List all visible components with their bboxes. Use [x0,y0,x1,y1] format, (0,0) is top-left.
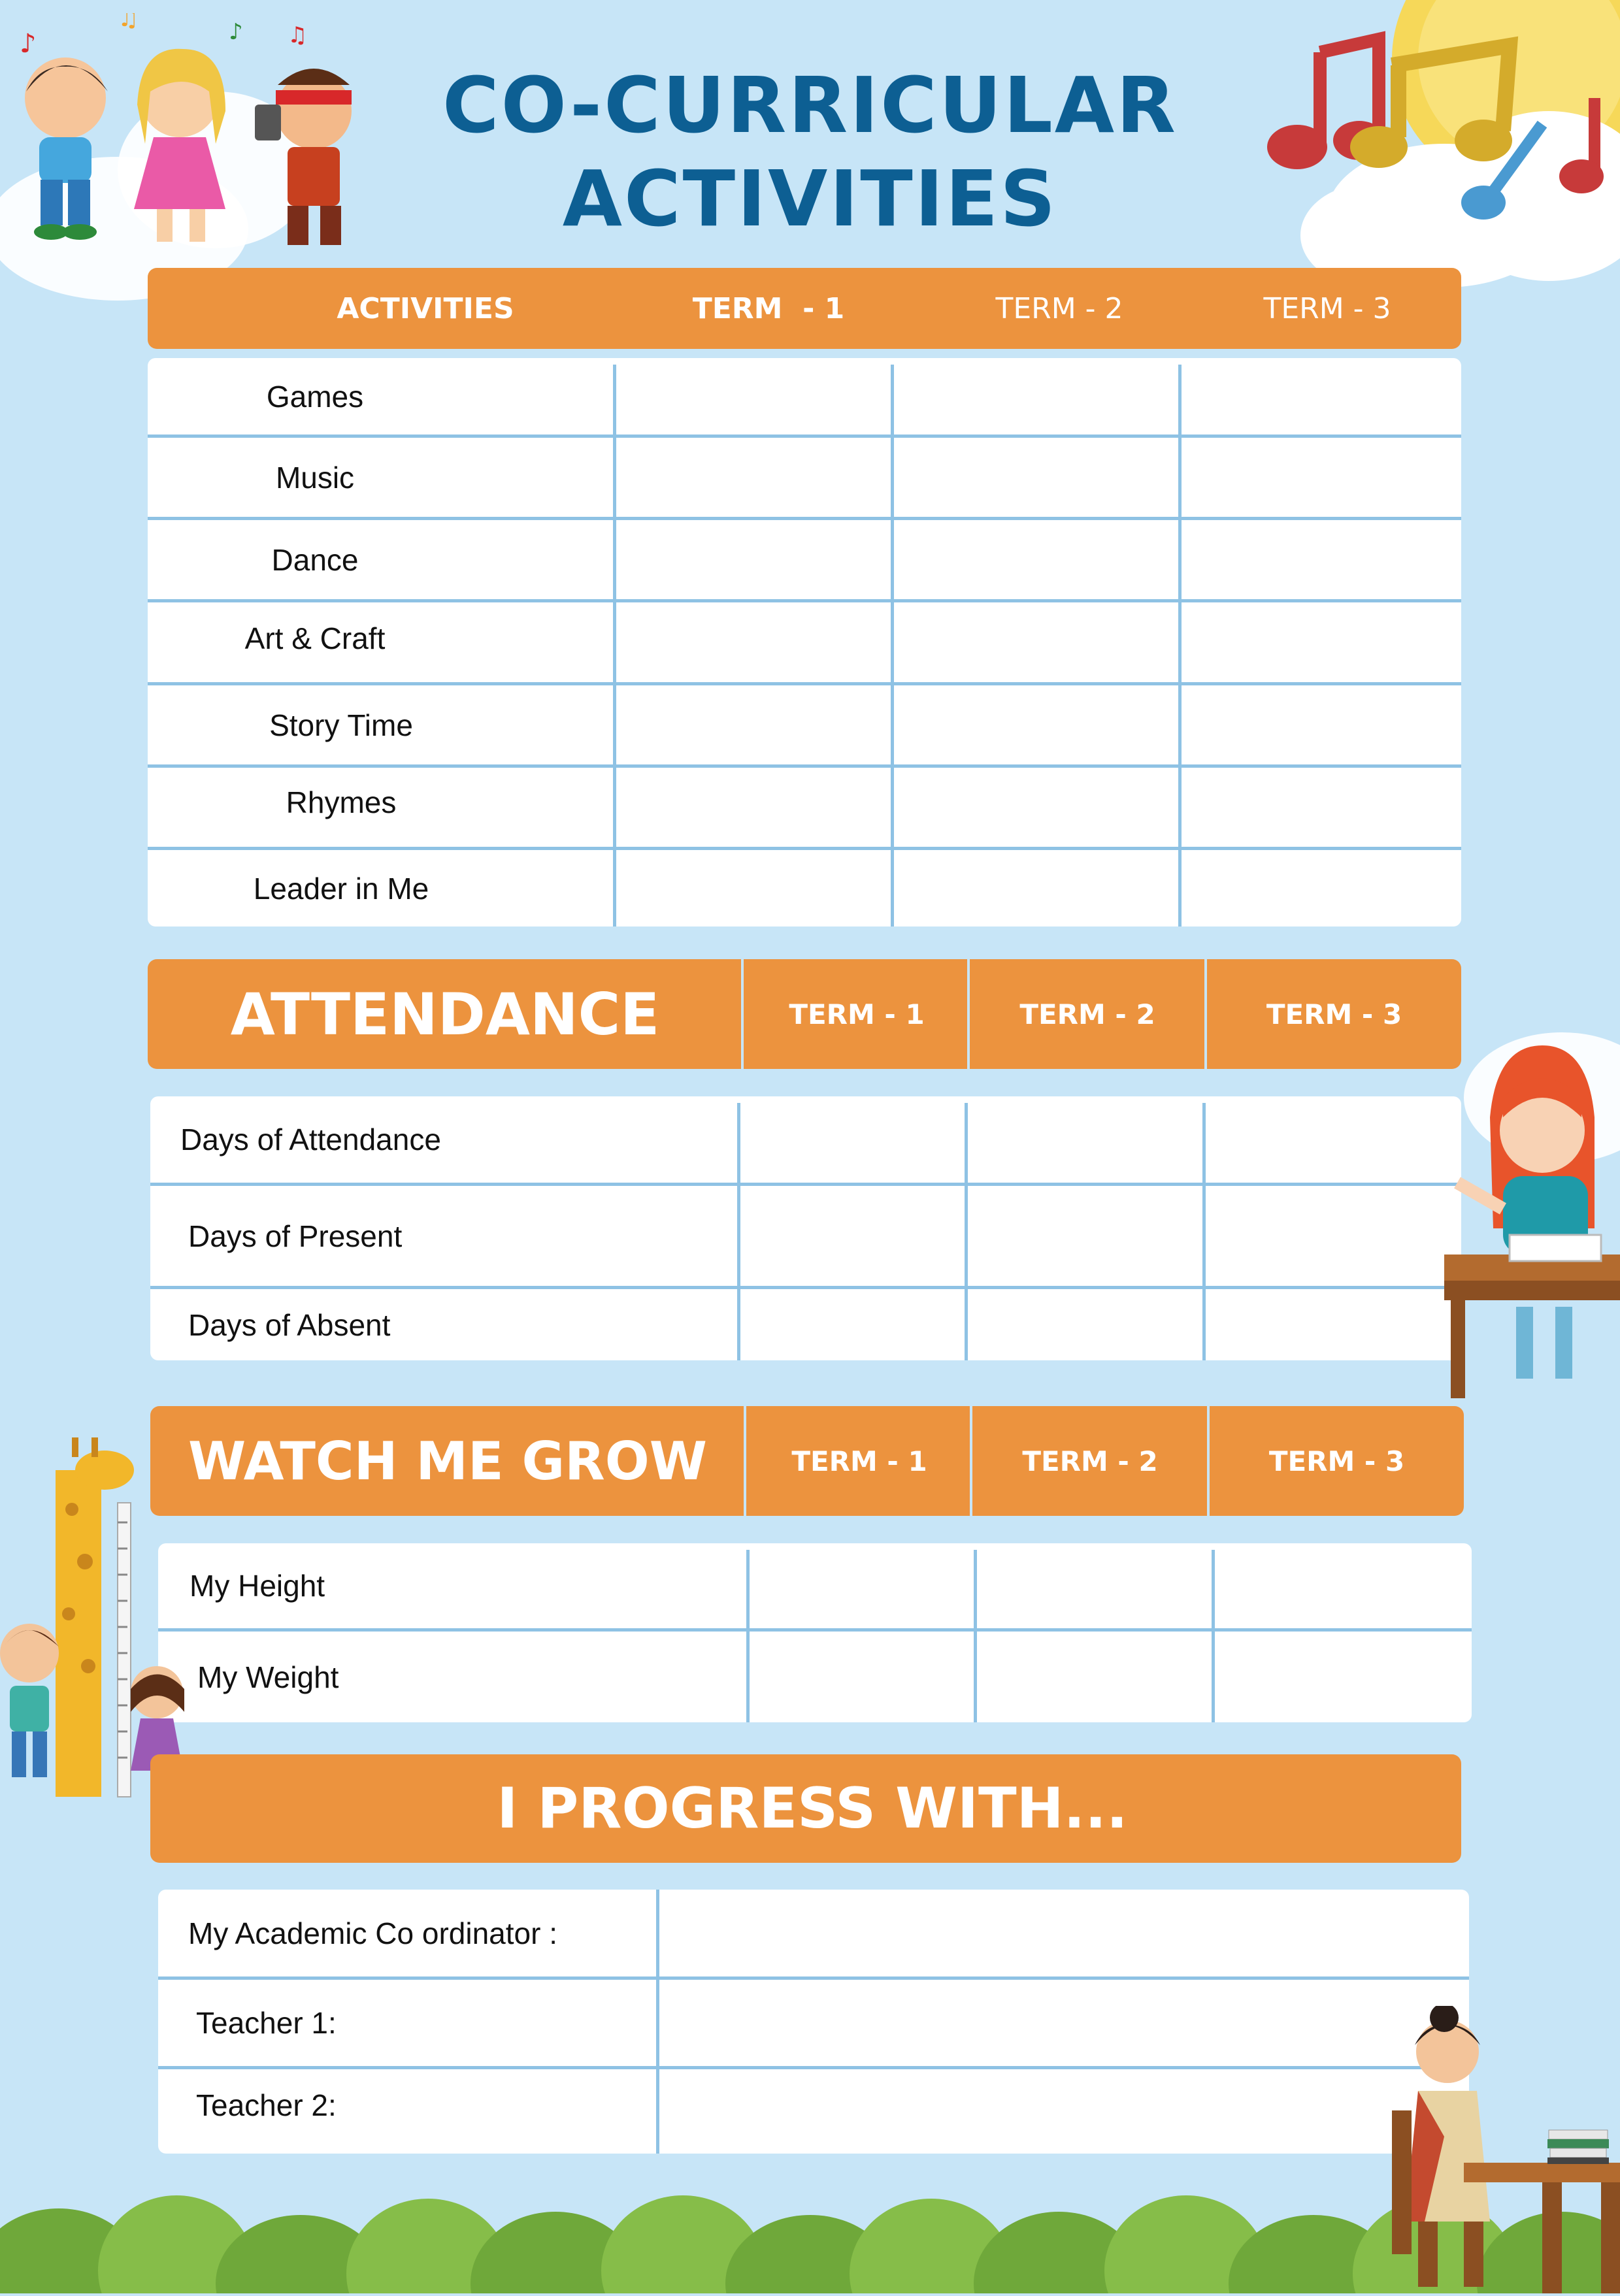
table-row-teacher2 [158,2069,1469,2141]
row-label: Games [266,379,364,414]
svg-text:♪: ♪ [20,29,37,59]
row-label: Teacher 1: [196,2006,337,2040]
table-row-rhymes [148,768,1461,836]
growth-title: WATCH ME GROW [188,1430,708,1492]
activities-col-header: ACTIVITIES [337,291,514,325]
activities-table [148,358,1461,927]
progress-table [158,1890,1469,2154]
row-label: Leader in Me [253,871,429,906]
svg-text:♪: ♪ [229,19,243,45]
growth-header [150,1406,1464,1516]
table-row-coordinator [158,1890,1469,1976]
row-label: Story Time [269,708,413,742]
table-row-games [148,358,1461,435]
row-label: Days of Attendance [180,1123,441,1156]
table-row-days-attendance [150,1096,1461,1183]
page-title-line2: ACTIVITIES [562,154,1058,244]
table-row-weight [158,1632,1472,1722]
term1-col-header: TERM - 1 [692,291,845,325]
row-label: My Height [190,1569,325,1603]
attendance-term1: TERM - 1 [789,998,925,1030]
term2-col-header: TERM - 2 [995,291,1123,325]
svg-text:♫: ♫ [118,13,139,32]
attendance-term3: TERM - 3 [1266,998,1402,1030]
row-label: Teacher 2: [196,2088,337,2122]
progress-header [150,1754,1461,1863]
teacher-at-desk-illustration [1379,2006,1620,2293]
row-label: Art & Craft [244,621,386,655]
table-row-dance [148,520,1461,599]
table-row-music [148,438,1461,517]
term3-col-header: TERM - 3 [1263,291,1391,325]
row-label: Days of Present [188,1219,403,1253]
row-label: My Academic Co ordinator : [188,1916,558,1950]
svg-text:♫: ♫ [288,22,308,48]
row-label: Days of Absent [188,1307,391,1342]
progress-title: I PROGRESS WITH... [497,1776,1128,1841]
growth-table [158,1543,1472,1722]
girl-at-desk-illustration [1431,1019,1620,1398]
table-row-teacher1 [158,1980,1469,2066]
row-label: My Weight [197,1660,339,1694]
attendance-header [148,959,1461,1069]
row-label: Dance [271,542,359,577]
page-title-line1: CO-CURRICULAR [442,60,1178,150]
table-row-art-craft [148,602,1461,674]
row-label: Rhymes [286,785,397,819]
growth-term2: TERM - 2 [1022,1445,1158,1477]
attendance-table [150,1096,1461,1360]
giraffe-height-chart-illustration [0,1431,196,1803]
attendance-term2: TERM - 2 [1019,998,1155,1030]
activities-header [148,268,1461,349]
attendance-title: ATTENDANCE [230,980,660,1048]
row-label: Music [275,460,355,495]
growth-term3: TERM - 3 [1268,1445,1405,1477]
table-row-leader [148,850,1461,927]
table-row-days-present [150,1186,1461,1286]
table-row-story-time [148,685,1461,764]
growth-term1: TERM - 1 [791,1445,927,1477]
table-row-days-absent [150,1289,1461,1360]
table-row-height [158,1543,1472,1628]
bushes-illustration [0,2182,1620,2293]
